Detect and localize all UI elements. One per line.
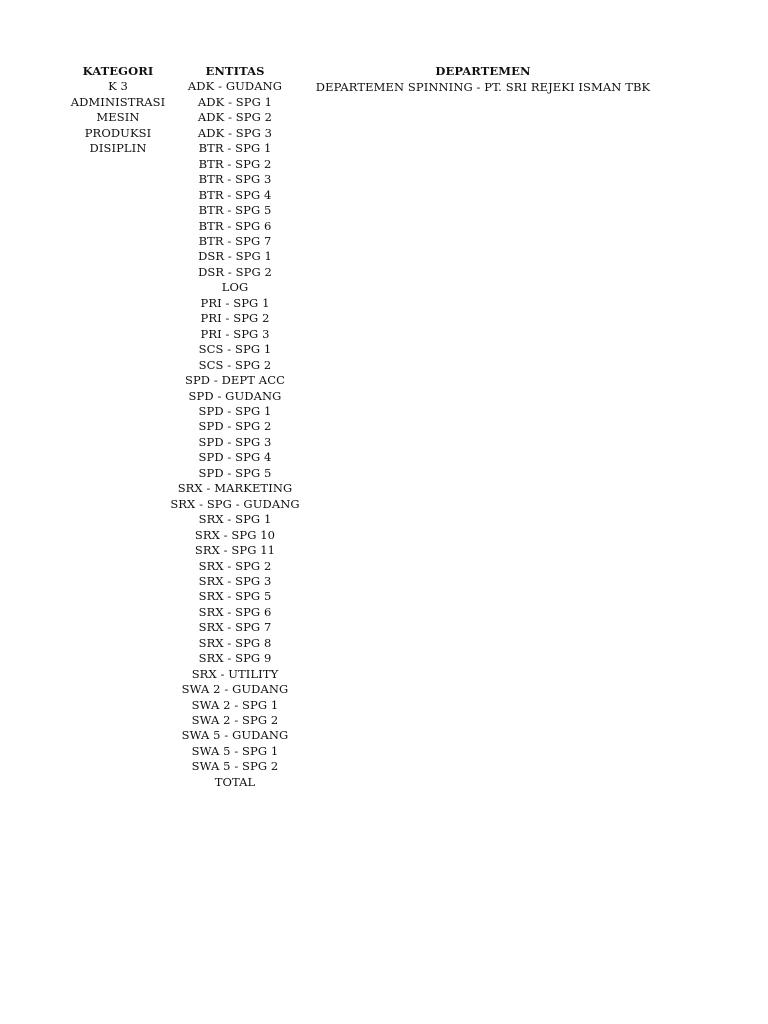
entitas-item: SRX - SPG 2 [198, 558, 272, 573]
departemen-item: DEPARTEMEN SPINNING - PT. SRI REJEKI ISMAN TBK [315, 80, 651, 95]
entitas-column [168, 64, 302, 790]
entitas-item: PRI - SPG 2 [200, 311, 270, 326]
entitas-item: SWA 2 - SPG 2 [191, 713, 279, 728]
entitas-item: SPD - DEPT ACC [184, 373, 285, 388]
entitas-item: SRX - SPG 8 [198, 635, 272, 650]
entitas-item: SRX - SPG 1 [198, 512, 272, 527]
entitas-item: DSR - SPG 1 [198, 249, 272, 264]
entitas-item: LOG [221, 280, 249, 295]
entitas-item: ADK - SPG 1 [197, 94, 273, 109]
entitas-header: ENTITAS [205, 64, 265, 78]
kategori-item: K 3 [108, 79, 128, 94]
entitas-item: SCS - SPG 1 [198, 342, 272, 357]
entitas-item: SRX - SPG 7 [198, 620, 272, 635]
entitas-item: SRX - SPG - GUDANG [170, 496, 300, 511]
entitas-item: PRI - SPG 1 [200, 295, 270, 310]
departemen-column [300, 64, 666, 96]
entitas-item: ADK - SPG 2 [197, 110, 273, 125]
entitas-item: SRX - SPG 11 [194, 543, 276, 558]
kategori-list [58, 79, 178, 156]
entitas-item: SRX - SPG 9 [198, 651, 272, 666]
entitas-item: TOTAL [214, 774, 256, 789]
entitas-item: SPD - SPG 3 [198, 434, 272, 449]
entitas-item: BTR - SPG 3 [198, 172, 272, 187]
entitas-item: ADK - SPG 3 [197, 125, 273, 140]
entitas-item: SWA 5 - SPG 1 [191, 743, 279, 758]
kategori-item: MESIN [96, 110, 140, 125]
entitas-item: PRI - SPG 3 [200, 326, 270, 341]
entitas-item: SWA 5 - GUDANG [181, 728, 289, 743]
entitas-item: SRX - SPG 5 [198, 589, 272, 604]
entitas-item: ADK - GUDANG [187, 79, 283, 94]
kategori-item: PRODUKSI [84, 125, 152, 140]
entitas-item: SPD - GUDANG [188, 388, 282, 403]
kategori-column [58, 64, 178, 157]
entitas-item: BTR - SPG 4 [198, 187, 272, 202]
kategori-item: DISIPLIN [89, 141, 147, 156]
entitas-item: DSR - SPG 2 [198, 264, 272, 279]
entitas-item: BTR - SPG 2 [198, 156, 272, 171]
kategori-item: ADMINISTRASI [70, 94, 166, 109]
entitas-item: SWA 2 - SPG 1 [191, 697, 279, 712]
entitas-item: SRX - SPG 3 [198, 573, 272, 588]
kategori-header: KATEGORI [82, 64, 154, 78]
entitas-item: SCS - SPG 2 [198, 357, 272, 372]
entitas-item: SWA 5 - SPG 2 [191, 759, 279, 774]
entitas-item: BTR - SPG 5 [198, 203, 272, 218]
entitas-list [168, 79, 302, 790]
entitas-item: SRX - MARKETING [177, 481, 293, 496]
entitas-item: SRX - SPG 6 [198, 604, 272, 619]
entitas-item: BTR - SPG 7 [198, 233, 272, 248]
entitas-item: SPD - SPG 1 [198, 403, 272, 418]
entitas-item: SWA 2 - GUDANG [181, 682, 289, 697]
departemen-header: DEPARTEMEN [435, 64, 531, 78]
entitas-item: SPD - SPG 5 [198, 465, 272, 480]
entitas-item: SRX - UTILITY [191, 666, 279, 681]
departemen-list [300, 80, 666, 95]
entitas-item: SPD - SPG 4 [198, 450, 272, 465]
entitas-item: BTR - SPG 6 [198, 218, 272, 233]
entitas-item: SRX - SPG 10 [194, 527, 276, 542]
entitas-item: SPD - SPG 2 [198, 419, 272, 434]
entitas-item: BTR - SPG 1 [198, 141, 272, 156]
